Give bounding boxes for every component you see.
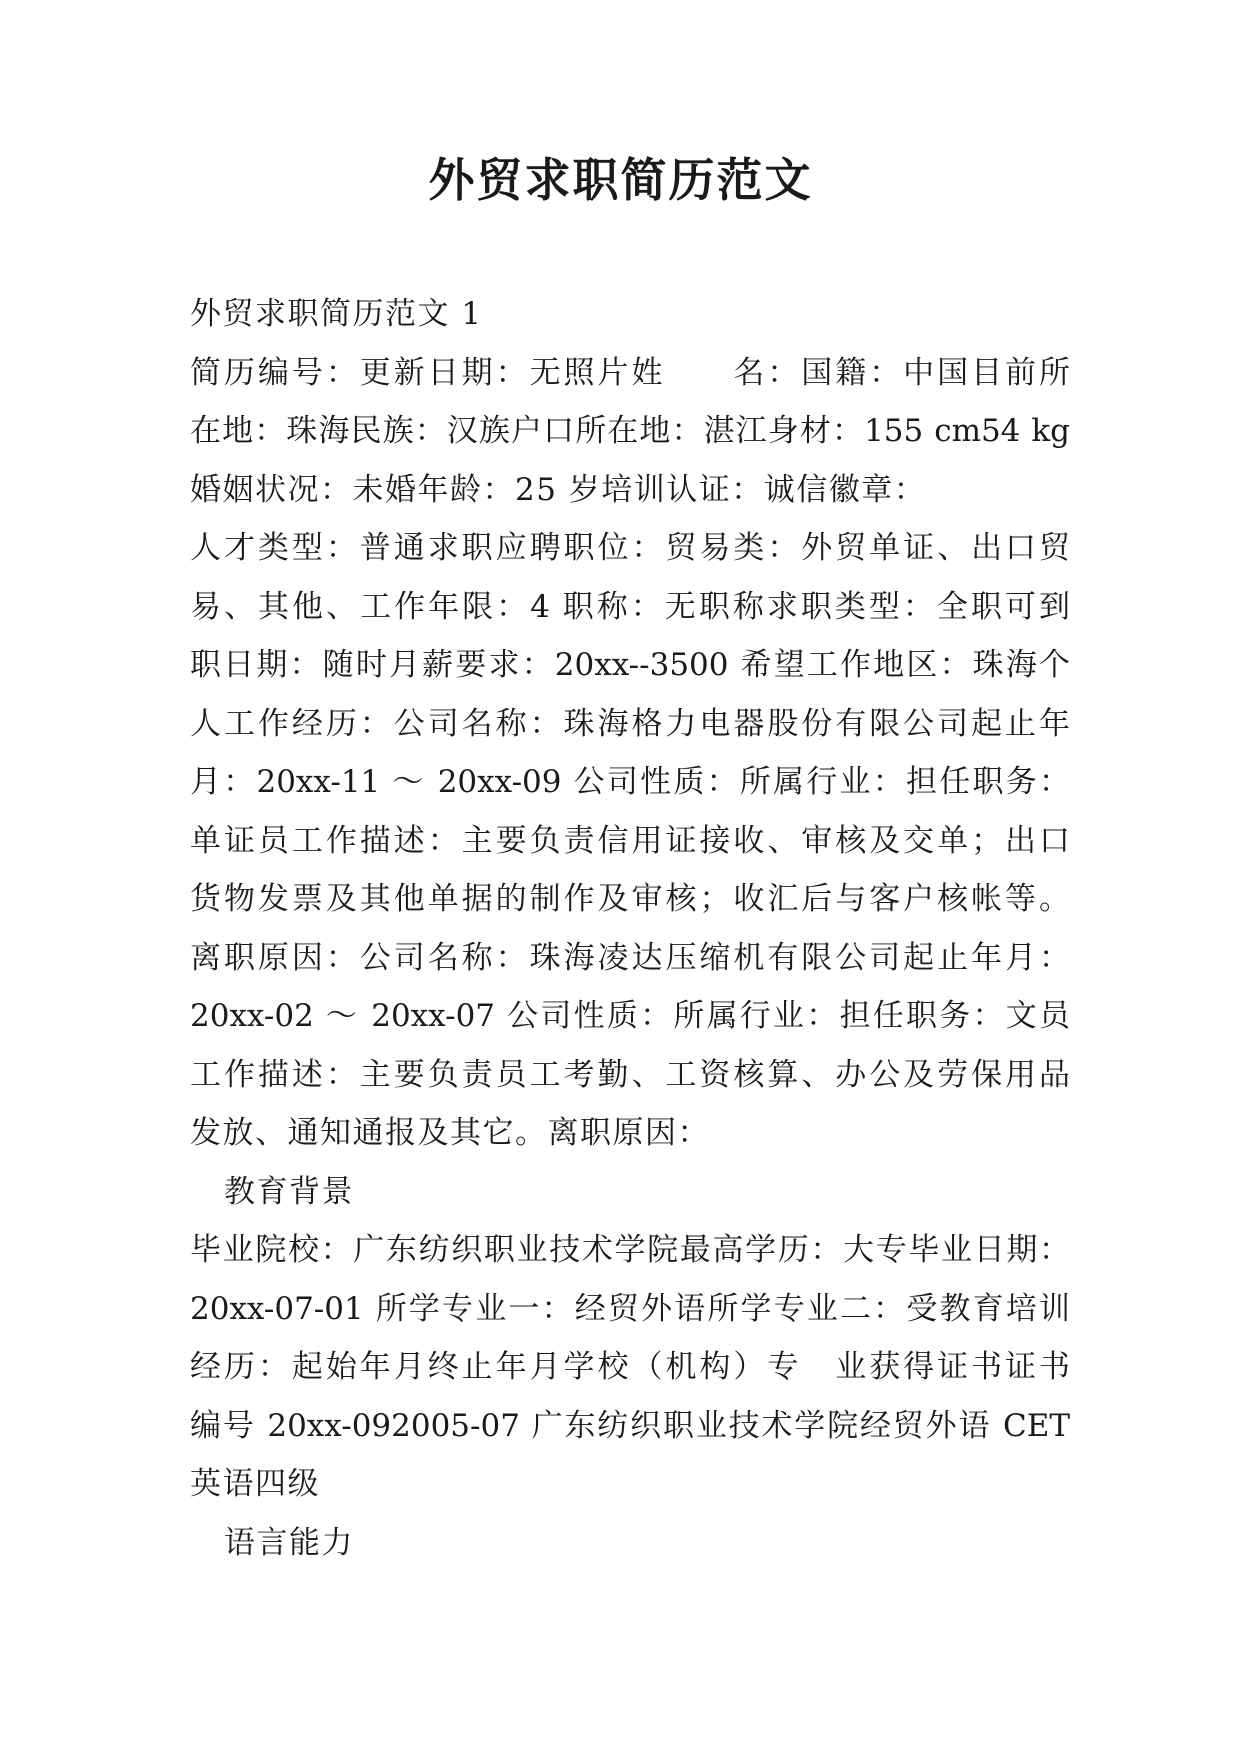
text-line: 易、其他、工作年限：4 职称：无职称求职类型：全职可到 xyxy=(190,588,1070,625)
text-line: 单证员工作描述：主要负责信用证接收、审核及交单；出口 xyxy=(190,822,1070,859)
text-line: 发放、通知通报及其它。离职原因： xyxy=(190,1115,710,1151)
text-line: 英语四级 xyxy=(190,1466,320,1502)
document-title: 外贸求职简历范文 xyxy=(428,153,813,207)
document-body xyxy=(190,285,1070,1572)
text-line: 月：20xx-11 ～ 20xx-09 公司性质：所属行业：担任职务： xyxy=(190,764,1070,800)
text-line: 简历编号：更新日期：无照片姓 名：国籍：中国目前所 xyxy=(190,354,1070,391)
text-line: 职日期：随时月薪要求：20xx--3500 希望工作地区：珠海个 xyxy=(190,647,1070,683)
text-line: 编号 20xx-092005-07 广东纺织职业技术学院经贸外语 CET xyxy=(190,1407,1070,1444)
text-line: 人工作经历：公司名称：珠海格力电器股份有限公司起止年 xyxy=(190,705,1070,742)
text-line: 货物发票及其他单据的制作及审核；收汇后与客户核帐等。 xyxy=(190,881,1070,917)
text-line: 20xx-02 ～ 20xx-07 公司性质：所属行业：担任职务：文员 xyxy=(190,998,1070,1034)
text-line: 在地：珠海民族：汉族户口所在地：湛江身材：155 cm54 kg xyxy=(190,413,1070,449)
text-line: 婚姻状况：未婚年龄：25 岁培训认证：诚信徽章： xyxy=(190,471,927,508)
text-line: 20xx-07-01 所学专业一：经贸外语所学专业二：受教育培训 xyxy=(190,1290,1070,1327)
text-line: 工作描述：主要负责员工考勤、工资核算、办公及劳保用品 xyxy=(190,1056,1070,1093)
section-heading-language: 语言能力 xyxy=(224,1524,354,1561)
text-line: 外贸求职简历范文 1 xyxy=(190,296,483,332)
text-line: 人才类型：普通求职应聘职位：贸易类：外贸单证、出口贸 xyxy=(190,530,1070,566)
text-line: 毕业院校：广东纺织职业技术学院最高学历：大专毕业日期： xyxy=(190,1232,1070,1268)
text-line: 离职原因：公司名称：珠海凌达压缩机有限公司起止年月： xyxy=(190,939,1070,976)
section-heading-education: 教育背景 xyxy=(224,1173,354,1210)
text-line: 经历：起始年月终止年月学校（机构）专 业获得证书证书 xyxy=(190,1349,1070,1385)
